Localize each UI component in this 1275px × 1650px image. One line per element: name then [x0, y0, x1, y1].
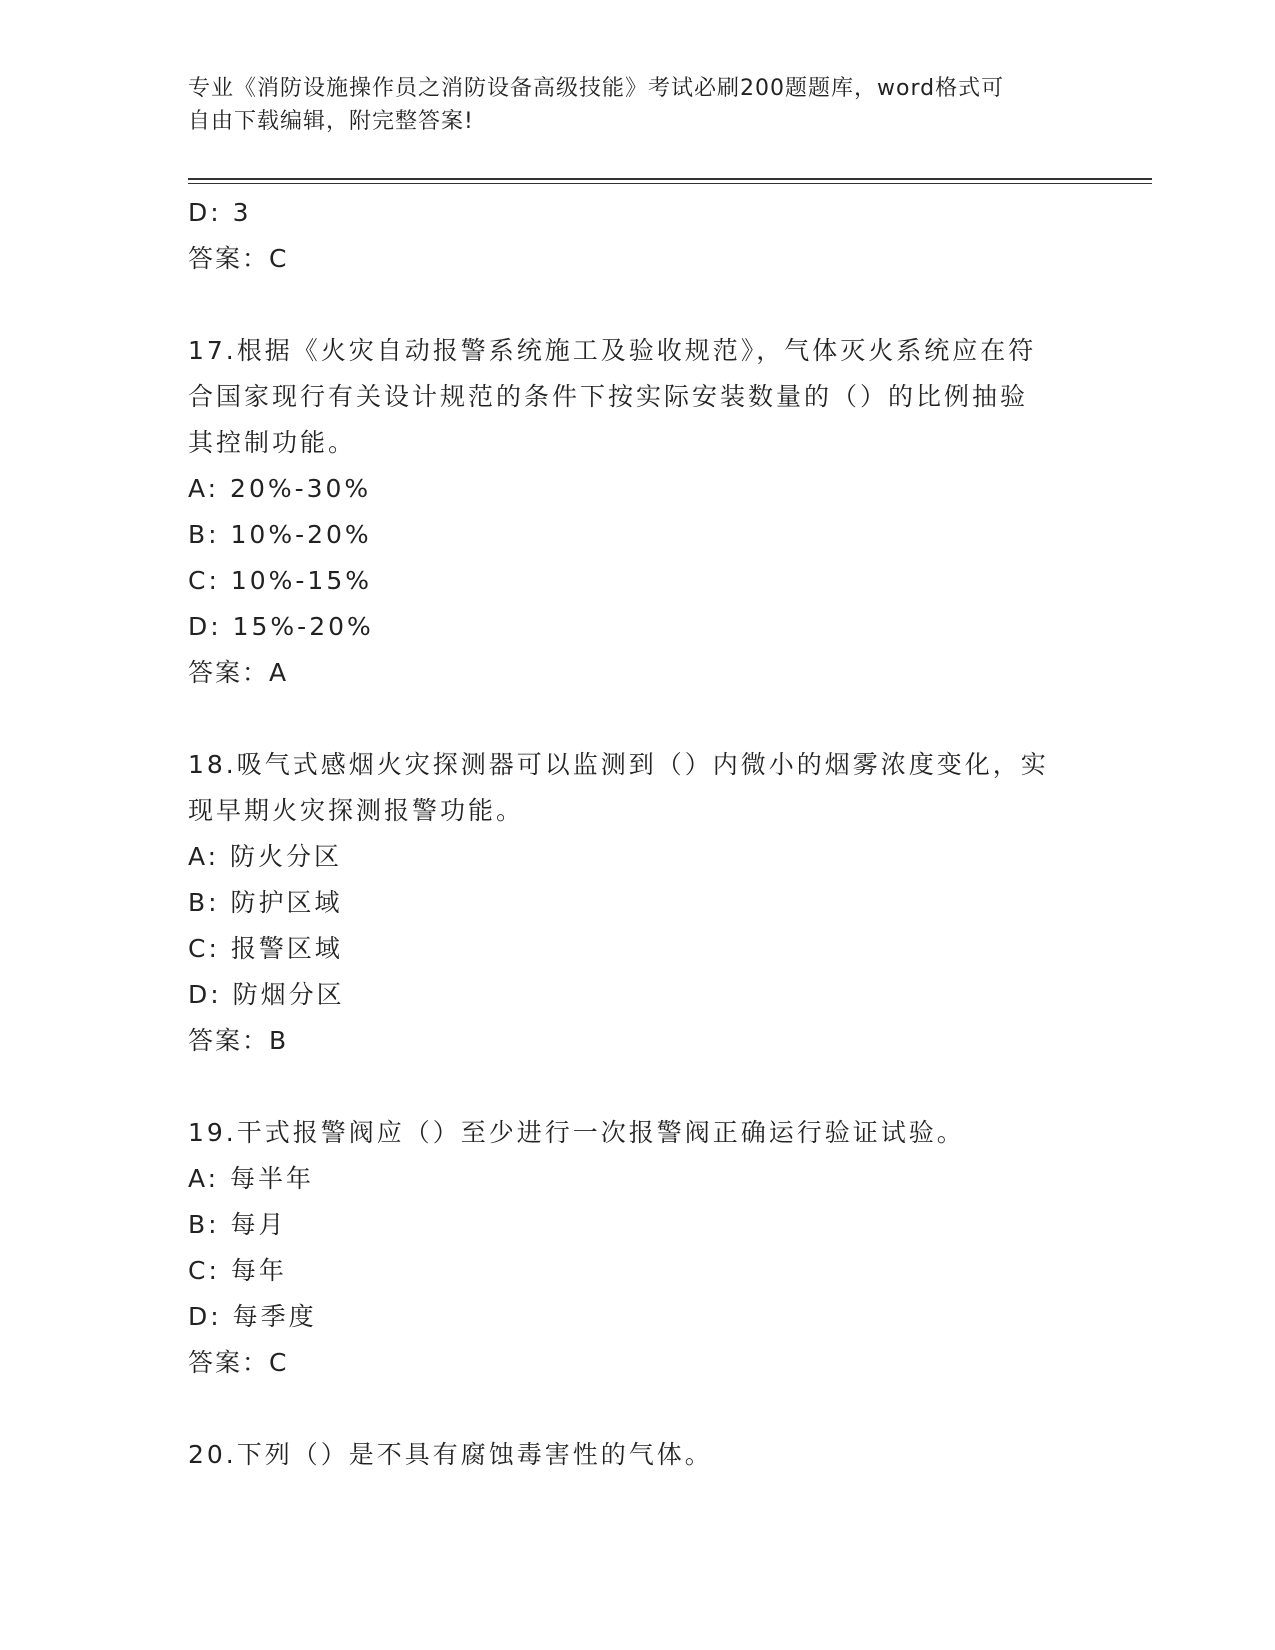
option-d: D: 3: [188, 198, 252, 227]
answer-line: 答案：C: [188, 244, 289, 273]
question-text-line: 19.干式报警阀应（）至少进行一次报警阀正确运行验证试验。: [188, 1118, 965, 1147]
option-c: C: 10%-15%: [188, 566, 372, 595]
option-b: B: 10%-20%: [188, 520, 372, 549]
question-18: [188, 742, 1088, 1064]
option-b: B: 每月: [188, 1210, 287, 1239]
spacer: [188, 696, 1088, 742]
spacer: [188, 282, 1088, 328]
question-text-line: 其控制功能。: [188, 428, 357, 457]
header-divider: [188, 178, 1152, 184]
document-header: [188, 72, 1068, 138]
option-c: C: 报警区域: [188, 934, 343, 963]
question-19: [188, 1110, 1088, 1386]
answer-line: 答案：A: [188, 658, 289, 687]
question-list: [188, 190, 1088, 1478]
spacer: [188, 1064, 1088, 1110]
option-a: A: 每半年: [188, 1164, 315, 1193]
option-d: D: 防烟分区: [188, 980, 345, 1009]
question-20: [188, 1432, 1088, 1478]
option-b: B: 防护区域: [188, 888, 343, 917]
header-line-1: 专业《消防设施操作员之消防设备高级技能》考试必刷200题题库，word格式可: [188, 76, 1005, 101]
question-text-line: 17.根据《火灾自动报警系统施工及验收规范》，气体灭火系统应在符: [188, 336, 1037, 365]
question-text-line: 20.下列（）是不具有腐蚀毒害性的气体。: [188, 1440, 713, 1469]
option-d: D: 15%-20%: [188, 612, 374, 641]
question-17: [188, 328, 1088, 696]
question-text-line: 现早期火灾探测报警功能。: [188, 796, 525, 825]
spacer: [188, 1386, 1088, 1432]
option-a: A: 20%-30%: [188, 474, 372, 503]
answer-line: 答案：B: [188, 1026, 289, 1055]
option-d: D: 每季度: [188, 1302, 317, 1331]
header-line-2: 自由下载编辑，附完整答案!: [188, 109, 474, 134]
question-text-line: 18.吸气式感烟火灾探测器可以监测到（）内微小的烟雾浓度变化，实: [188, 750, 1049, 779]
answer-line: 答案：C: [188, 1348, 289, 1377]
option-a: A: 防火分区: [188, 842, 343, 871]
option-c: C: 每年: [188, 1256, 287, 1285]
question-text-line: 合国家现行有关设计规范的条件下按实际安装数量的（）的比例抽验: [188, 382, 1029, 411]
